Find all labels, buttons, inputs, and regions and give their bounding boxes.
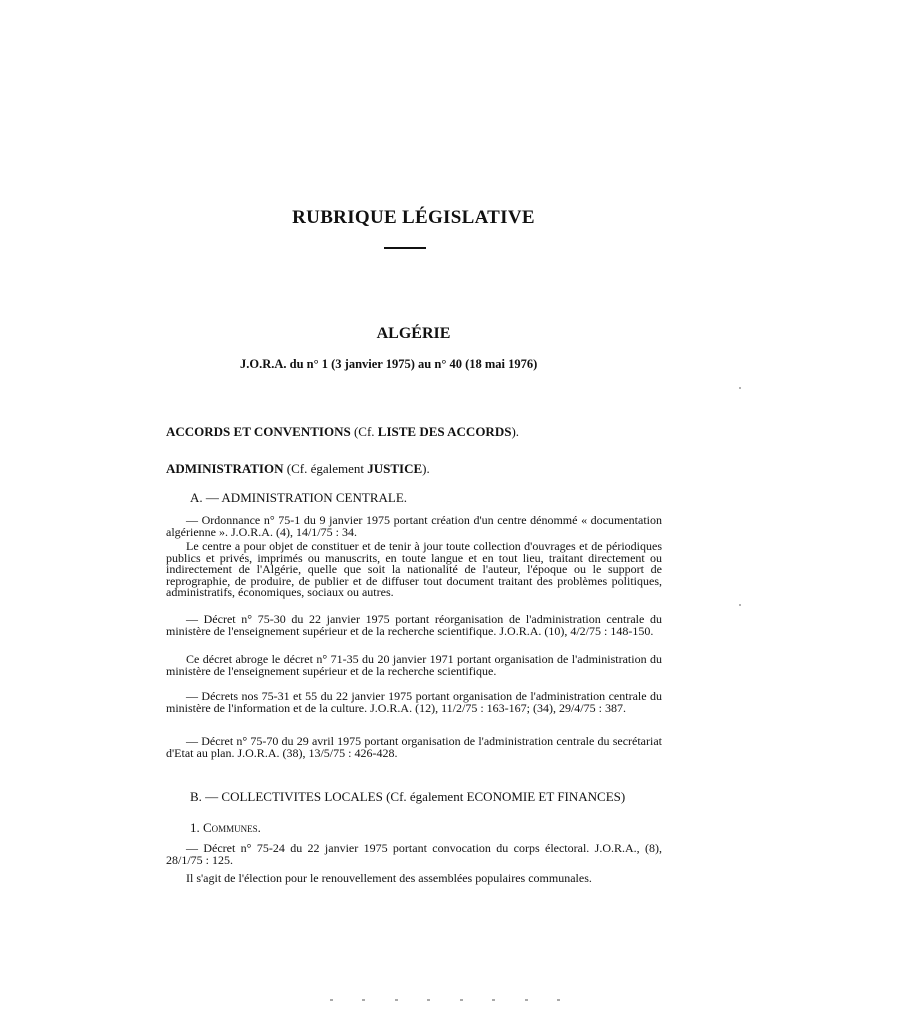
section-administration-ref: JUSTICE [367, 461, 423, 476]
page-title: RUBRIQUE LÉGISLATIVE [292, 207, 535, 228]
footer-mark [395, 999, 398, 1001]
section-accords-label: ACCORDS ET CONVENTIONS [166, 424, 351, 439]
journal-range: J.O.R.A. du n° 1 (3 janvier 1975) au n° 40 (18 mai 1976) [240, 357, 538, 371]
scan-speck [739, 387, 741, 389]
section-administration-ref-prefix: (Cf. également [283, 461, 368, 476]
footer-mark [557, 999, 560, 1001]
subsection-a-heading: A. — ADMINISTRATION CENTRALE. [190, 490, 408, 505]
paragraph-decret-75-30: — Décret n° 75-30 du 22 janvier 1975 portant réorganisation de l'administration centrale du ministère de l'enseignement supérieur et de la recherche scientifique. J.O.R.A. (10), 4/2/75 : 148-150. [166, 612, 662, 638]
footer-mark [427, 999, 430, 1001]
section-administration-label: ADMINISTRATION [166, 461, 284, 476]
paragraph-decrets-75-31: — Décrets nos 75-31 et 55 du 22 janvier 1975 portant organisation de l'administration centrale du ministère de l'information et de la culture. J.O.R.A. (12), 11/2/75 : 163-167; (34), 29/4/75 : 387. [166, 689, 662, 715]
subsection-b1-label: Communes. [203, 820, 261, 835]
scan-speck [739, 604, 741, 606]
footer-mark [525, 999, 528, 1001]
footer-mark [362, 999, 365, 1001]
paragraph-election: Il s'agit de l'élection pour le renouvellement des assemblées populaires communales. [186, 871, 592, 885]
paragraph-decret-abroge: Ce décret abroge le décret n° 71-35 du 20 janvier 1971 portant organisation de l'administration du ministère de l'enseignement supérieur et de la recherche scientifique. [166, 652, 662, 678]
footer-bleed-through [330, 997, 560, 1003]
subsection-b1-num: 1. [190, 820, 203, 835]
section-accords-ref-suffix: ). [511, 424, 520, 439]
section-administration-ref-suffix: ). [422, 461, 430, 476]
section-accords [166, 424, 519, 440]
section-accords-ref-prefix: (Cf. [350, 424, 378, 439]
paragraph-decret-75-24: — Décret n° 75-24 du 22 janvier 1975 portant convocation du corps électoral. J.O.R.A., (8), 28/1/75 : 125. [166, 841, 662, 867]
title-rule [384, 247, 426, 249]
paragraph-centre-objet: Le centre a pour objet de constituer et de tenir à jour toute collection d'ouvrages et de périodiques publics et privés, imprimés ou manuscrits, en toute langue et en tout lieu, traitant directement ou indirectement de l'Algérie, quelle que soit la nationalité de l'auteur, l'époque ou le support de reprographie, de produire, de publier et de diffuser tout document traitant des problèmes politiques, administratifs, économiques, sociaux ou autres. [166, 539, 662, 599]
footer-mark [460, 999, 463, 1001]
section-administration [166, 461, 430, 477]
footer-mark [330, 999, 333, 1001]
section-accords-ref: LISTE DES ACCORDS [377, 424, 512, 439]
footer-mark [492, 999, 495, 1001]
subsection-b-heading: B. — COLLECTIVITES LOCALES (Cf. également ECONOMIE ET FINANCES) [190, 789, 626, 804]
subsection-b1-heading [190, 820, 261, 836]
paragraph-ordonnance-75-1: — Ordonnance n° 75-1 du 9 janvier 1975 portant création d'un centre dénommé « documentation algérienne ». J.O.R.A. (4), 14/1/75 : 34. [166, 513, 662, 539]
paragraph-decret-75-70: — Décret n° 75-70 du 29 avril 1975 portant organisation de l'administration centrale du secrétariat d'Etat au plan. J.O.R.A. (38), 13/5/75 : 426-428. [166, 734, 662, 760]
country-heading: ALGÉRIE [376, 325, 451, 342]
